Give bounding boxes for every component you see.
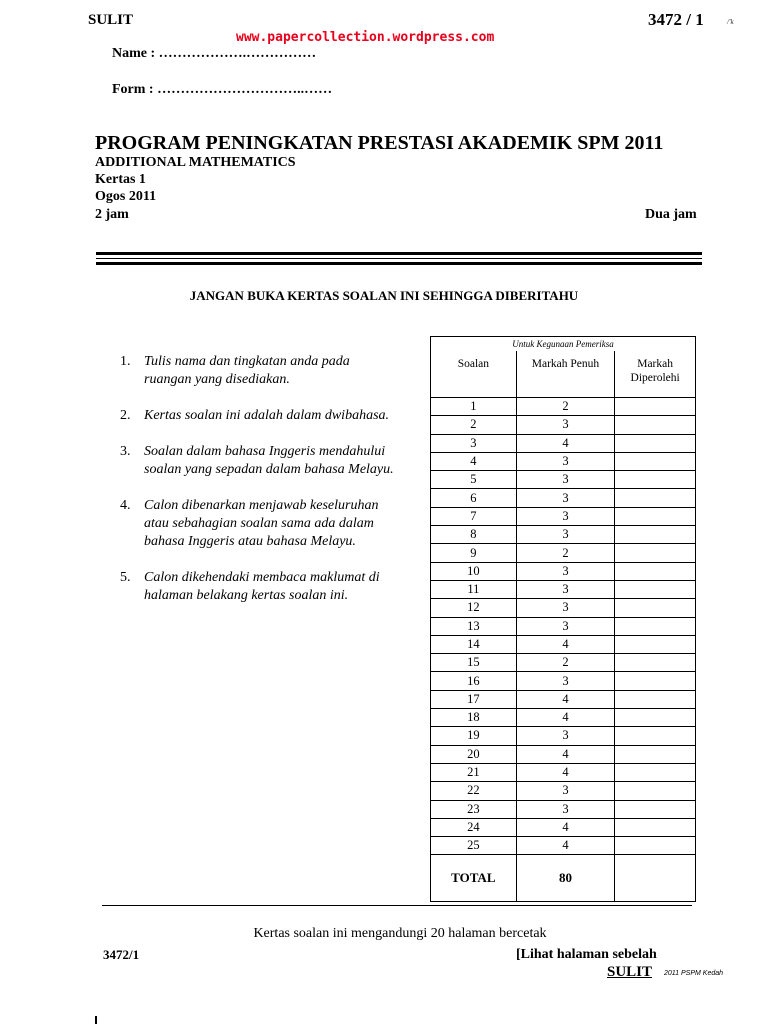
name-field-label: Name : ……………….……………	[112, 46, 317, 61]
marks-obtained-cell	[615, 507, 696, 525]
marks-row	[431, 434, 696, 452]
marks-obtained-cell	[615, 471, 696, 489]
question-number: 17	[431, 690, 517, 708]
marks-table-body	[431, 398, 696, 855]
marks-obtained-cell	[615, 398, 696, 416]
footer-divider	[102, 905, 692, 906]
question-number: 15	[431, 654, 517, 672]
instruction-text: Calon dibenarkan menjawab keseluruhan atau sebahagian soalan sama ada dalam bahasa Inggeris atau bahasa Melayu.	[144, 498, 379, 549]
marks-row	[431, 507, 696, 525]
question-number: 22	[431, 782, 517, 800]
full-marks: 2	[516, 544, 615, 562]
marks-row	[431, 800, 696, 818]
examiner-marks-table	[430, 336, 696, 902]
marks-row	[431, 672, 696, 690]
question-number: 19	[431, 727, 517, 745]
marks-obtained-cell	[615, 489, 696, 507]
instruction-number: 5.	[120, 570, 131, 585]
question-number: 7	[431, 507, 517, 525]
marks-row	[431, 452, 696, 470]
marks-row	[431, 617, 696, 635]
question-number: 12	[431, 599, 517, 617]
instruction-number: 1.	[120, 354, 131, 369]
total-label: TOTAL	[431, 855, 517, 902]
marks-row	[431, 709, 696, 727]
marks-obtained-cell	[615, 837, 696, 855]
instruction-text: Kertas soalan ini adalah dalam dwibahasa.	[144, 408, 390, 423]
full-marks: 4	[516, 818, 615, 836]
total-row	[431, 855, 696, 902]
full-marks: 4	[516, 635, 615, 653]
question-number: 18	[431, 709, 517, 727]
full-marks: 2	[516, 654, 615, 672]
question-number: 2	[431, 416, 517, 434]
question-number: 16	[431, 672, 517, 690]
marks-obtained-cell	[615, 416, 696, 434]
full-marks: 4	[516, 434, 615, 452]
footer-sulit: SULIT	[607, 964, 653, 980]
instruction-item	[120, 443, 400, 479]
question-number: 10	[431, 562, 517, 580]
page-count-note: Kertas soalan ini mengandungi 20 halaman bercetak	[253, 926, 547, 941]
marks-obtained-cell	[615, 526, 696, 544]
marks-row	[431, 544, 696, 562]
question-number: 20	[431, 745, 517, 763]
header-question: Soalan	[431, 351, 517, 398]
header-sulit: SULIT	[88, 12, 134, 28]
marks-obtained-cell	[615, 434, 696, 452]
marks-row	[431, 818, 696, 836]
instruction-item	[120, 353, 400, 389]
marks-obtained-cell	[615, 544, 696, 562]
full-marks: 3	[516, 617, 615, 635]
marks-obtained-cell	[615, 635, 696, 653]
instructions-list	[120, 353, 400, 623]
full-marks: 3	[516, 599, 615, 617]
question-number: 1	[431, 398, 517, 416]
question-number: 3	[431, 434, 517, 452]
instruction-item	[120, 407, 400, 425]
question-number: 8	[431, 526, 517, 544]
question-number: 9	[431, 544, 517, 562]
full-marks: 3	[516, 416, 615, 434]
marks-row	[431, 562, 696, 580]
full-marks: 4	[516, 745, 615, 763]
marks-row	[431, 599, 696, 617]
form-field-label: Form : …………………………..……	[112, 82, 333, 97]
question-number: 24	[431, 818, 517, 836]
marks-obtained-cell	[615, 580, 696, 598]
exam-paper: Kertas 1	[95, 172, 146, 187]
full-marks: 4	[516, 690, 615, 708]
do-not-open-warning: JANGAN BUKA KERTAS SOALAN INI SEHINGGA DIBERITAHU	[189, 288, 579, 303]
divider-thin-middle	[96, 258, 702, 259]
full-marks: 3	[516, 800, 615, 818]
exam-subject: ADDITIONAL MATHEMATICS	[95, 155, 296, 170]
marks-obtained-cell	[615, 800, 696, 818]
total-obtained-cell	[615, 855, 696, 902]
marks-obtained-cell	[615, 745, 696, 763]
marks-obtained-cell	[615, 617, 696, 635]
marks-row	[431, 398, 696, 416]
full-marks: 2	[516, 398, 615, 416]
total-value: 80	[516, 855, 615, 902]
question-number: 11	[431, 580, 517, 598]
marks-obtained-cell	[615, 654, 696, 672]
exam-duration-words: Dua jam	[645, 207, 697, 222]
marks-row	[431, 471, 696, 489]
question-number: 14	[431, 635, 517, 653]
instruction-number: 4.	[120, 498, 131, 513]
instruction-text: Calon dikehendaki membaca maklumat di halaman belakang kertas soalan ini.	[144, 570, 380, 603]
marks-obtained-cell	[615, 818, 696, 836]
marks-obtained-cell	[615, 709, 696, 727]
marks-obtained-cell	[615, 562, 696, 580]
full-marks: 3	[516, 507, 615, 525]
marks-row	[431, 837, 696, 855]
full-marks: 3	[516, 489, 615, 507]
marks-obtained-cell	[615, 763, 696, 781]
see-next-page: [Lihat halaman sebelah	[516, 947, 657, 962]
exam-duration: 2 jam	[95, 207, 129, 222]
full-marks: 3	[516, 526, 615, 544]
marks-obtained-cell	[615, 727, 696, 745]
full-marks: 4	[516, 709, 615, 727]
full-marks: 3	[516, 452, 615, 470]
marks-row	[431, 745, 696, 763]
footer-mark: 2011 PSPM Kedah	[664, 970, 724, 977]
marks-obtained-cell	[615, 599, 696, 617]
exam-date: Ogos 2011	[95, 189, 157, 204]
instruction-text: Tulis nama dan tingkatan anda pada ruangan yang disediakan.	[144, 354, 350, 387]
exam-title: PROGRAM PENINGKATAN PRESTASI AKADEMIK SPM 2011	[95, 132, 664, 154]
question-number: 13	[431, 617, 517, 635]
question-number: 23	[431, 800, 517, 818]
next-page-edge	[0, 1002, 768, 1024]
question-number: 5	[431, 471, 517, 489]
watermark-url: www.papercollection.wordpress.com	[236, 30, 495, 45]
full-marks: 4	[516, 763, 615, 781]
marks-obtained-cell	[615, 690, 696, 708]
question-number: 25	[431, 837, 517, 855]
marks-obtained-cell	[615, 672, 696, 690]
instruction-text: Soalan dalam bahasa Inggeris mendahului soalan yang sepadan dalam bahasa Melayu.	[144, 444, 394, 477]
instruction-number: 2.	[120, 408, 131, 423]
header-mark: /'k	[727, 18, 734, 26]
header-marks-obtained: Markah Diperolehi	[615, 351, 696, 398]
marks-row	[431, 727, 696, 745]
full-marks: 4	[516, 837, 615, 855]
full-marks: 3	[516, 672, 615, 690]
divider-thick-bottom	[96, 262, 702, 265]
full-marks: 3	[516, 562, 615, 580]
next-page-bar	[95, 1016, 97, 1024]
marks-row	[431, 580, 696, 598]
full-marks: 3	[516, 727, 615, 745]
question-number: 21	[431, 763, 517, 781]
instruction-item	[120, 569, 400, 605]
marks-row	[431, 416, 696, 434]
full-marks: 3	[516, 782, 615, 800]
full-marks: 3	[516, 471, 615, 489]
footer-paper-code: 3472/1	[103, 947, 140, 962]
marks-row	[431, 635, 696, 653]
marks-row	[431, 782, 696, 800]
marks-row	[431, 690, 696, 708]
marks-table-caption: Untuk Kegunaan Pemeriksa	[431, 337, 696, 352]
question-number: 6	[431, 489, 517, 507]
marks-row	[431, 763, 696, 781]
instruction-item	[120, 497, 400, 551]
divider-thick-top	[96, 252, 702, 255]
full-marks: 3	[516, 580, 615, 598]
marks-row	[431, 489, 696, 507]
question-number: 4	[431, 452, 517, 470]
marks-row	[431, 654, 696, 672]
marks-row	[431, 526, 696, 544]
marks-obtained-cell	[615, 782, 696, 800]
marks-obtained-cell	[615, 452, 696, 470]
header-full-marks: Markah Penuh	[516, 351, 615, 398]
instruction-number: 3.	[120, 444, 131, 459]
header-paper-code: 3472 / 1	[648, 10, 704, 29]
